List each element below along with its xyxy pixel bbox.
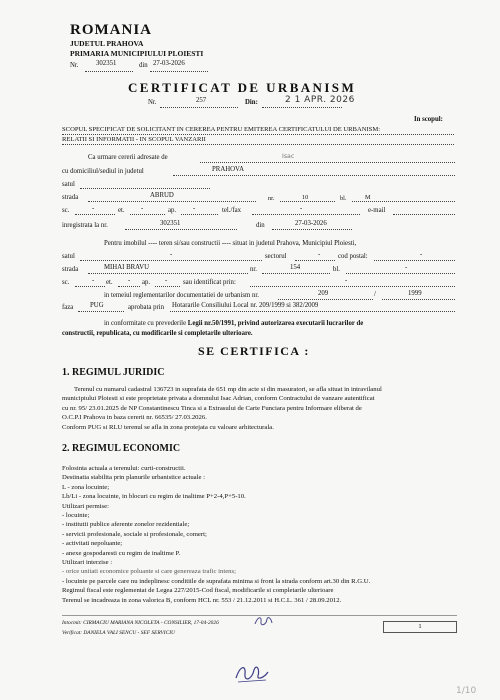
phase-line: [78, 311, 124, 312]
section2-line: - locuinte pe parcele care nu indeplinesc conditiile de suprafata minima si front la strada conform art.30 din R.G.U.: [62, 577, 371, 585]
verified-by: Verificat: DANIELA VALI SENCU - SEF SERVICIU: [62, 630, 175, 636]
bl-label: bl.: [340, 195, 347, 202]
street-value: ABRUD: [150, 192, 174, 199]
regulations-year-line: [382, 299, 455, 300]
header-date-line: [150, 71, 208, 72]
property-intro: Pentru imobilul ---- teren si/sau constructii ---- situat in judetul Prahova, Municipiul Ploiesti,: [104, 240, 357, 247]
scope-line-1-underline: [62, 134, 454, 135]
country-heading: ROMANIA: [70, 22, 152, 38]
village-line: [80, 188, 210, 189]
property-street-value: MIHAI BRAVU: [104, 264, 150, 271]
section1-line: Conform PUG si RLU terenul se afla in zona protejata cu valoare arhitecturala.: [62, 423, 274, 431]
property-sc-label: sc.: [62, 279, 70, 286]
approved-line: [170, 311, 455, 312]
section2-line: - anexe gospodaresti cu regim de inaltime P.: [62, 549, 181, 557]
regulations-nr: 209: [318, 290, 329, 297]
section1-line: O.C.P.I Prahova in baza cererii nr. 66535/ 27.03.2026.: [62, 414, 207, 422]
request-value: Isac: [282, 153, 295, 160]
county-line: [173, 175, 455, 176]
law-line-1-bold: Legii nr.50/1991, privind autorizarea executarii lucrarilor de: [187, 320, 364, 327]
page-count: 1/10: [456, 686, 477, 696]
et-label: et.: [118, 207, 125, 214]
section2-line: L - zona locuinte;: [62, 483, 110, 491]
section1-body: [62, 385, 462, 432]
law-line-2: constructii, republicata, cu modificarile si completarile ulterioare.: [62, 330, 253, 337]
header-nr-line: [85, 71, 133, 72]
property-identified-value: -: [345, 277, 348, 284]
bl-line: [352, 201, 455, 202]
ap-line: [181, 214, 218, 215]
scope-line-1: SCOPUL SPECIFICAT DE SOLICITANT IN CEREREA PENTRU EMITEREA CERTIFICATULUI DE URBANISM:: [62, 126, 381, 133]
property-sector-value: -: [318, 251, 321, 258]
tel-value: -: [300, 205, 303, 212]
property-identified-label: sau identificat prin:: [183, 279, 236, 286]
ap-value: -: [193, 205, 196, 212]
title-din-label: Din:: [245, 99, 258, 106]
page-box: [383, 621, 457, 633]
property-postal-label: cod postal:: [338, 253, 368, 260]
section2-line: - orice unitati economice poluante si care genereaza trafic intens;: [62, 568, 236, 576]
section2-line: - institutii publice aferente zonelor rezidentiale;: [62, 521, 190, 529]
regulations-label: in temeiul reglementarilor documentatiei de urbanism nr.: [104, 292, 259, 299]
property-nr-line: [262, 273, 330, 274]
domicile-label: cu domiciliul/sediul in judetul: [62, 168, 144, 175]
regulations-year: 1999: [408, 290, 422, 297]
registered-din-label: din: [256, 222, 265, 229]
property-street-line: [88, 273, 248, 274]
ap-label: ap.: [168, 207, 177, 214]
title-nr-value: 257: [196, 97, 207, 104]
approved-value: Hotararile Consiliului Local nr. 209/1999 si 382/2009: [172, 302, 319, 309]
section1-line: cu nr. 95/ 23.01.2025 de NP Constantinescu Tinca si a Extrasului de Carte Funciara pentru Informare eliberat de: [62, 404, 362, 412]
street-line: [88, 201, 256, 202]
request-label: Ca urmare cererii adresate de: [88, 154, 168, 161]
registered-label: inregistrata la nr.: [62, 222, 108, 229]
property-street-label: strada: [62, 266, 79, 273]
header-nr-label: Nr.: [70, 62, 79, 69]
scope-heading: In scopul:: [414, 116, 443, 123]
section2-line: Utilizari permise:: [62, 502, 109, 510]
property-village-value: -: [170, 251, 173, 258]
street-label: strada: [62, 194, 79, 201]
property-ap-label: ap.: [142, 279, 151, 286]
request-line: [200, 162, 455, 163]
village-label: satul: [62, 181, 75, 188]
nr-value: 10: [302, 194, 309, 201]
property-nr-value: 154: [290, 264, 301, 271]
certifies-heading: SE CERTIFICA :: [198, 344, 310, 358]
registered-date-line: [272, 229, 352, 230]
property-village-line: [80, 260, 262, 261]
phase-label: faza: [62, 304, 74, 311]
property-postal-line: [374, 260, 455, 261]
property-et-label: et.: [106, 279, 113, 286]
property-sector-line: [295, 260, 335, 261]
section2-line: - servicii profesionale, sociale si profesionale, comert;: [62, 530, 207, 538]
signature: [232, 660, 272, 686]
property-bl-value: -: [405, 264, 408, 271]
nr-label: nr.: [268, 195, 275, 202]
section1-heading: 1. REGIMUL JURIDIC: [62, 367, 165, 378]
nr-line: [280, 201, 335, 202]
law-line-1: [104, 320, 363, 327]
initials-mark: [252, 614, 274, 628]
header-nr-value: 302351: [96, 60, 117, 67]
document-title: CERTIFICAT DE URBANISM: [128, 80, 357, 95]
section2-line: Destinatia stabilita prin planurile urbanistice actuale :: [62, 474, 205, 482]
section2-line: - locuinte;: [62, 512, 90, 520]
section2-line: Terenul se incadreaza in zona valorica B, conform HCL nr. 553 / 21.12.2011 si H.C.L. 361 / 28.09.2012.: [62, 596, 342, 604]
email-label: e-mail: [368, 207, 386, 214]
property-identified-line: [250, 286, 455, 287]
property-village-label: satul: [62, 253, 75, 260]
tel-line: [252, 214, 360, 215]
section2-line: Regimul fiscal este reglementat de Legea 227/2015-Cod fiscal, modificarile si completarile ulterioare: [62, 587, 334, 595]
registered-date: 27-03-2026: [295, 220, 327, 227]
section2-line: - activitati nepoluante;: [62, 540, 123, 548]
property-bl-label: bl.: [333, 266, 340, 273]
county-heading: JUDETUL PRAHOVA: [70, 39, 144, 48]
section2-line: Folosinta actuala a terenului: curti-constructii.: [62, 465, 186, 472]
mayoralty-heading: PRIMARIA MUNICIPIULUI PLOIESTI: [70, 49, 204, 58]
section2-line: Lb/Li - zona locuinte, in blocuri cu regim de inaltime P+2-4,P+5-10.: [62, 493, 246, 501]
registered-line: [125, 229, 237, 230]
et-value: -: [141, 205, 144, 212]
approved-label: aprobata prin: [128, 304, 165, 311]
sc-label: sc.: [62, 207, 70, 214]
section1-line: municipiului Ploiesti si este proprietate privata a domnului Isac Adrian, conform Contractului de vanzare autentificat: [62, 395, 375, 403]
et-line: [130, 214, 165, 215]
property-bl-line: [346, 273, 455, 274]
title-date-stamp: 2 1 APR. 2026: [285, 95, 355, 105]
email-line: [393, 214, 455, 215]
drafted-by: Intocmit: CIRMACIU MARIANA NICOLETA - CONSILIER, 17-04-2026: [62, 620, 219, 626]
scope-line-2-underline: [62, 144, 454, 145]
section2-line: Utilizari interzise :: [62, 559, 113, 567]
section1-line: Terenul cu numarul cadastral 136723 in suprafata de 651 mp din acte si din masuratori, se afla situat in intravilanul: [74, 386, 382, 393]
property-nr-label: nr.: [250, 266, 257, 273]
county-value: PRAHOVA: [212, 166, 244, 173]
regulations-slash: /: [374, 291, 376, 298]
property-sector-label: sectorul: [265, 253, 287, 260]
property-et-value: -: [128, 277, 131, 284]
property-postal-value: -: [420, 251, 423, 258]
property-ap-value: -: [165, 277, 168, 284]
property-sc-line: [75, 286, 105, 287]
tel-label: tel./fax: [222, 207, 242, 214]
bl-value: M: [365, 194, 371, 201]
header-date-value: 27-03-2026: [153, 60, 185, 67]
property-ap-line: [155, 286, 180, 287]
title-nr-label: Nr.: [148, 99, 157, 106]
title-nr-line: [160, 107, 238, 108]
scope-line-2: RELATII SI INFORMATII - IN SCOPUL VANZARII: [62, 136, 206, 143]
page-number: 1: [418, 623, 422, 630]
title-date-line: [262, 107, 342, 108]
registered-value: 302351: [160, 220, 181, 227]
phase-value: PUG: [90, 302, 104, 309]
section2-body: [62, 464, 462, 605]
property-sc-value: -: [92, 277, 95, 284]
sc-line: [75, 214, 115, 215]
section2-heading: 2. REGIMUL ECONOMIC: [62, 443, 181, 454]
header-din-label: din: [139, 62, 148, 69]
regulations-nr-line: [278, 299, 373, 300]
sc-value: -: [92, 205, 95, 212]
law-line-1-prefix: in conformitate cu prevederile: [104, 320, 188, 327]
property-et-line: [118, 286, 140, 287]
